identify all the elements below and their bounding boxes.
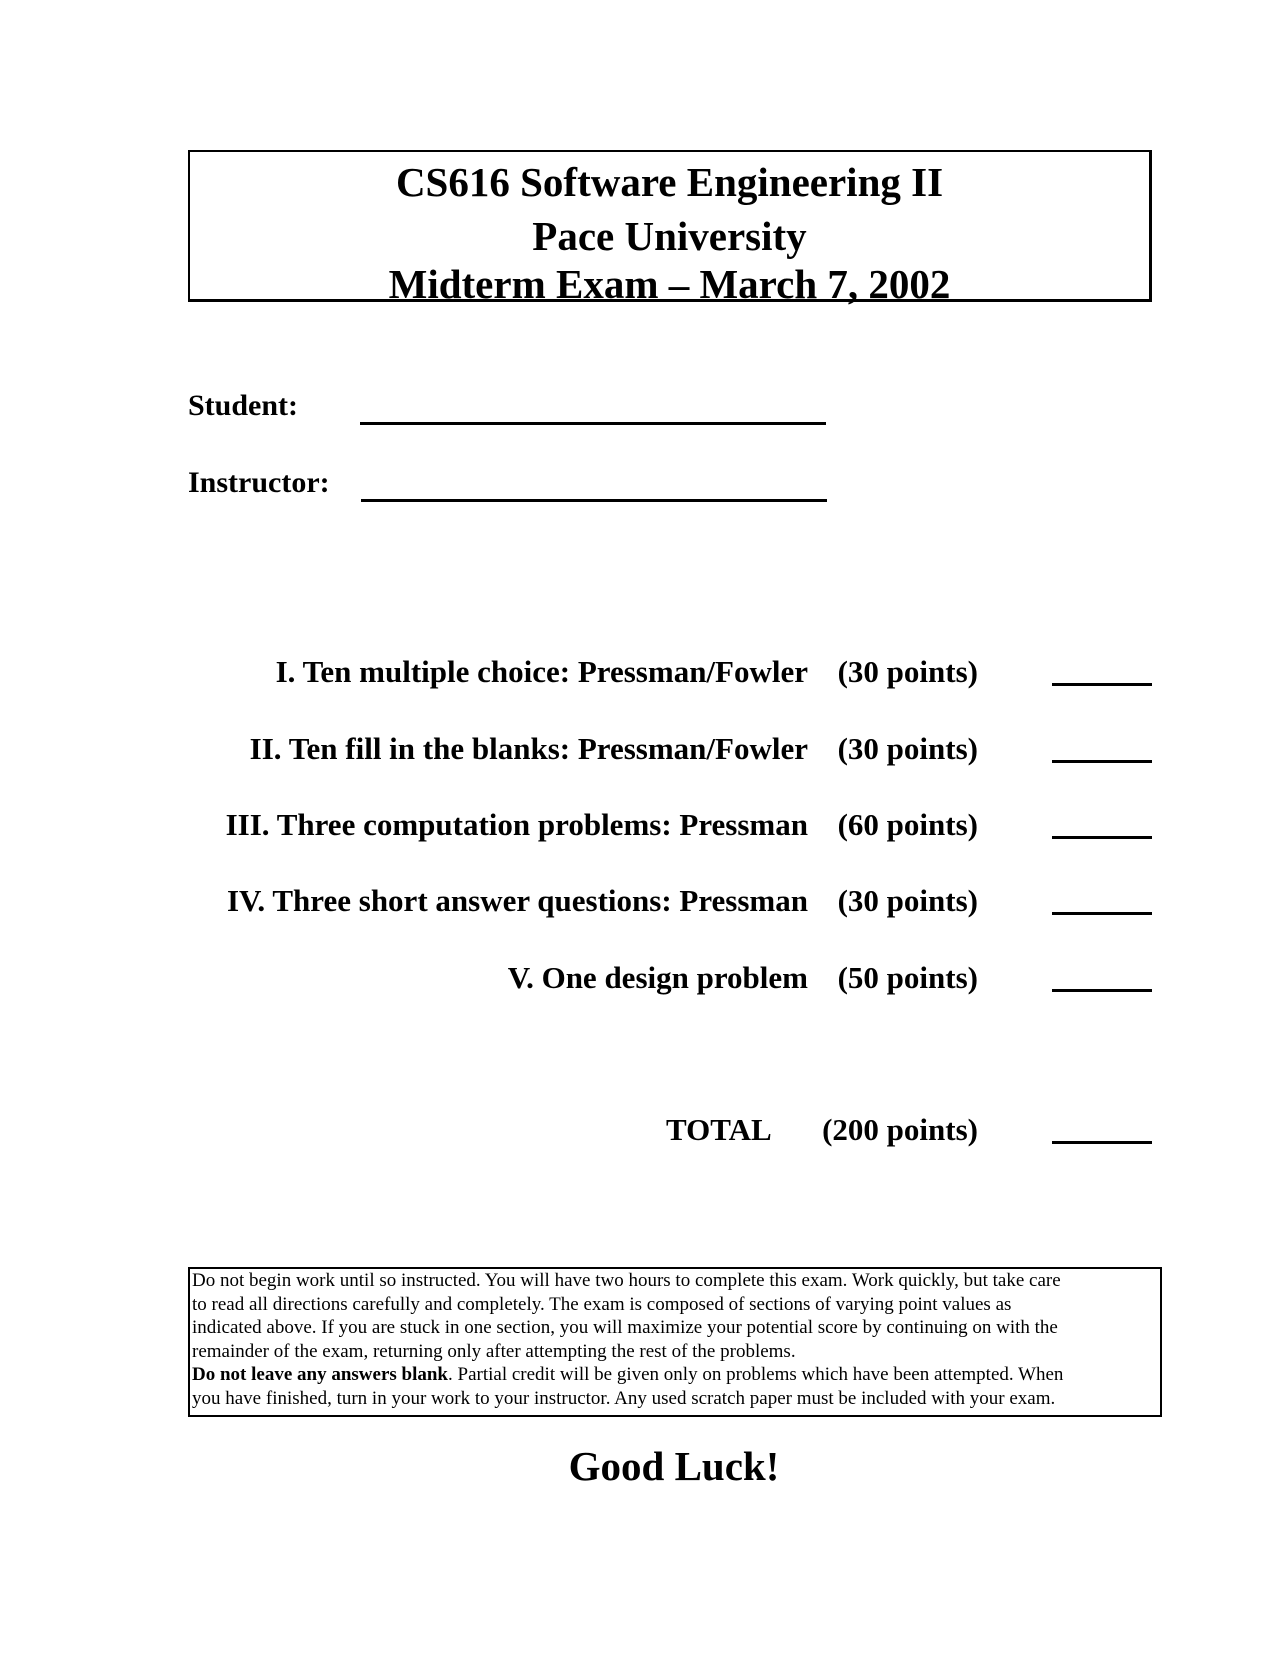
student-field [188, 389, 298, 423]
instructions-line: indicated above. If you are stuck in one section, you will maximize your potential score by continuing on with the [192, 1317, 1058, 1339]
total-points: (200 points) [822, 1112, 978, 1147]
instructions-line: Do not begin work until so instructed. You will have two hours to complete this exam. Work quickly, but take care [192, 1270, 1061, 1291]
instructor-label: Instructor: [188, 466, 330, 499]
section-row [188, 652, 1152, 692]
total-row [188, 1110, 1152, 1150]
score-blank[interactable] [1052, 912, 1152, 915]
instructions-line [192, 1363, 1158, 1387]
instructor-field [188, 466, 330, 500]
total-score-blank[interactable] [1052, 1141, 1152, 1144]
score-blank[interactable] [1052, 683, 1152, 686]
exam-title-box [188, 150, 1152, 307]
score-blank[interactable] [1052, 760, 1152, 763]
total-label: TOTAL [666, 1112, 772, 1147]
student-label: Student: [188, 389, 299, 422]
section-row [188, 805, 1152, 845]
section-points: (30 points) [837, 731, 978, 766]
section-points: (50 points) [837, 960, 978, 995]
score-blank[interactable] [1052, 836, 1152, 839]
course-title: CS616 Software Engineering II [395, 159, 944, 205]
instructions-line: to read all directions carefully and completely. The exam is composed of sections of varying point values as [192, 1293, 1012, 1315]
university-name: Pace University [532, 213, 807, 259]
section-points: (60 points) [837, 807, 978, 842]
section-row [188, 881, 1152, 921]
instructions-line: you have finished, turn in your work to your instructor. Any used scratch paper must be included with your exam. [192, 1387, 1056, 1409]
section-title: V. One design problem [507, 960, 808, 995]
instructions-line: remainder of the exam, returning only after attempting the rest of the problems. [192, 1340, 796, 1362]
section-title: III. Three computation problems: Pressman [225, 807, 808, 842]
section-row [188, 729, 1152, 769]
section-row [188, 958, 1152, 998]
instructions-line-rest: . Partial credit will be given only on problems which have been attempted. When [448, 1364, 1064, 1386]
section-title: I. Ten multiple choice: Pressman/Fowler [275, 654, 808, 689]
section-points: (30 points) [837, 654, 978, 689]
good-luck-message: Good Luck! [568, 1443, 780, 1489]
student-name-blank[interactable] [360, 422, 826, 425]
section-points: (30 points) [837, 883, 978, 918]
section-title: II. Ten fill in the blanks: Pressman/Fowler [249, 731, 808, 766]
exam-title: Midterm Exam – March 7, 2002 [388, 261, 951, 307]
section-title: IV. Three short answer questions: Pressman [226, 883, 808, 918]
instructions-box [188, 1267, 1162, 1417]
instructions-bold-lead: Do not leave any answers blank [192, 1364, 448, 1386]
score-blank[interactable] [1052, 989, 1152, 992]
instructor-name-blank[interactable] [361, 499, 827, 502]
